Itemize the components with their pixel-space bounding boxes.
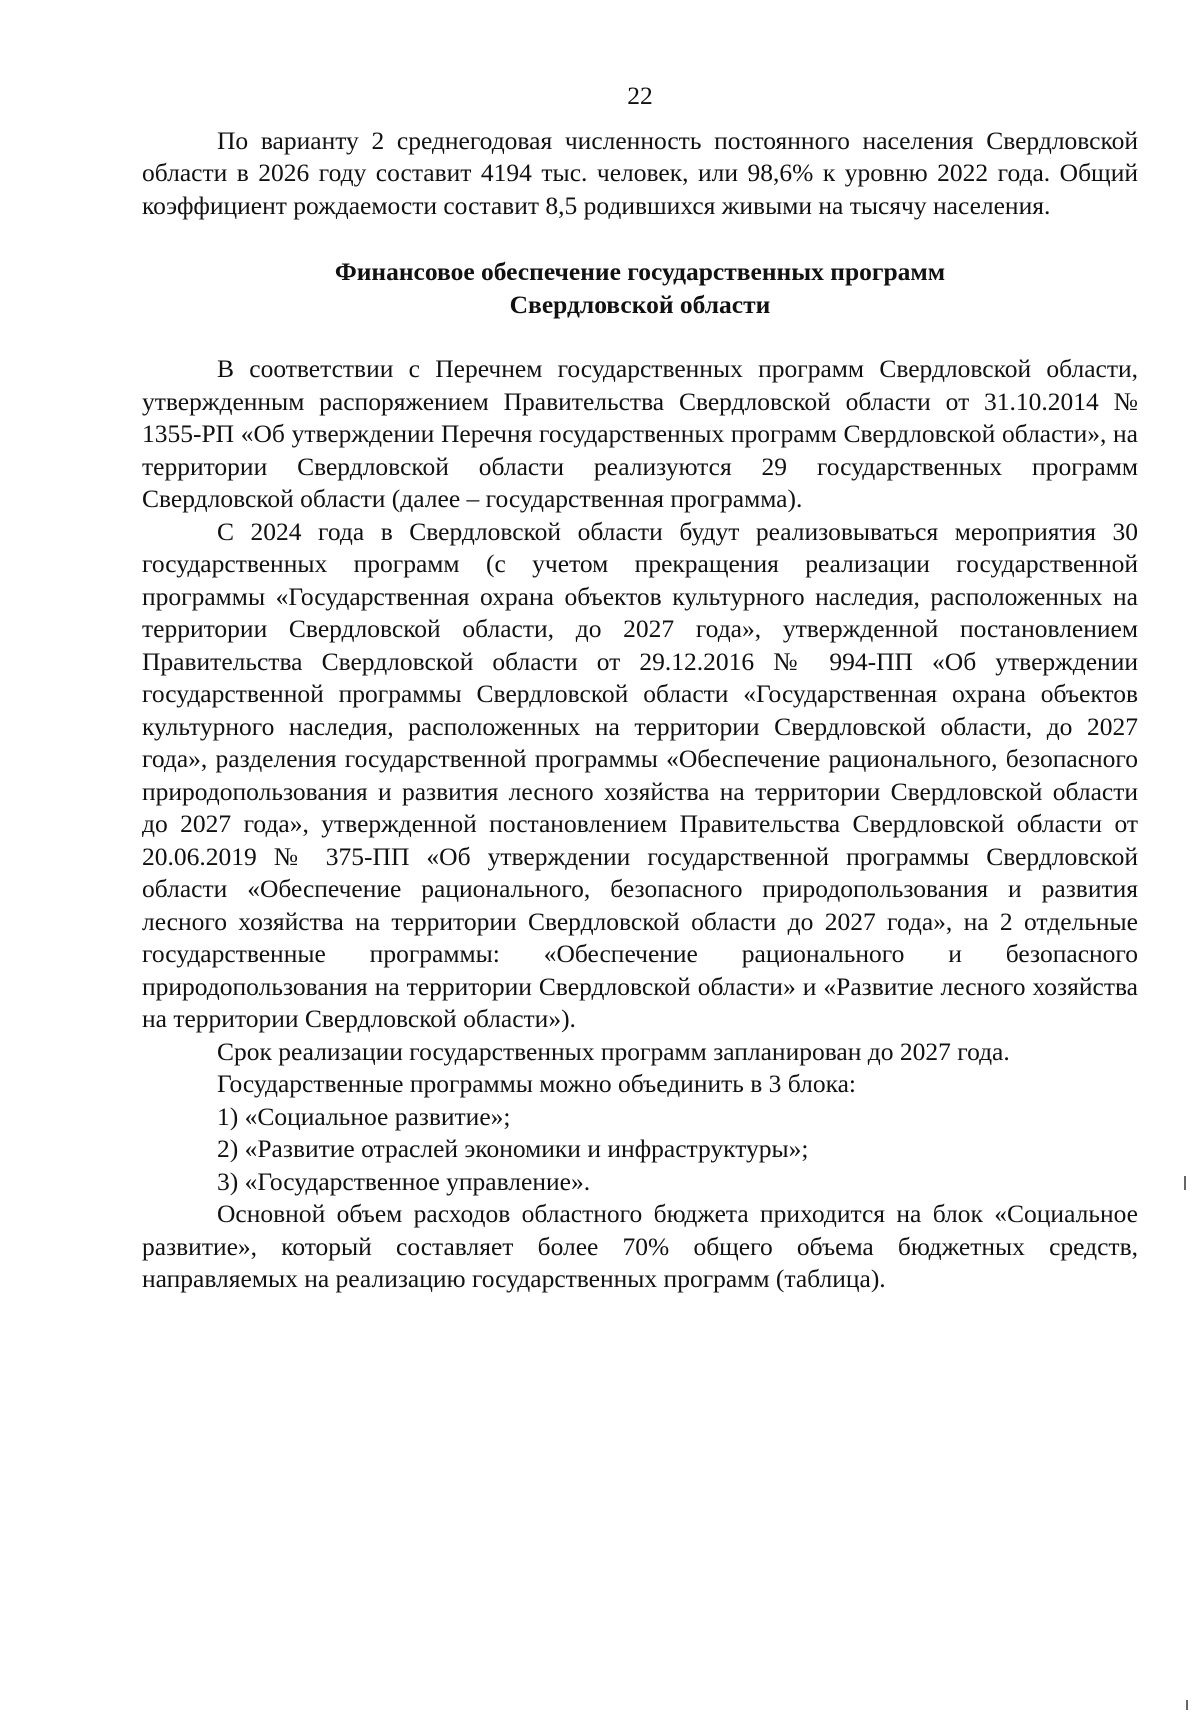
section-heading-line-1: Финансовое обеспечение государственных программ (334, 257, 946, 286)
paragraph-term: Срок реализации государственных программ запланирован до 2027 года. (217, 1036, 1010, 1066)
section-heading (142, 256, 1138, 321)
paragraph-population: По варианту 2 среднегодовая численность постоянного населения Свердловской области в 2026 году составит 4194 тыс. человек, или 98,6% к уровню 2022 года. Общий коэффициент рождаемости составит 8,5 родившихся живыми на тысячу населения. (142, 125, 1138, 220)
list-item-economy: 2) «Развитие отраслей экономики и инфраструктуры»; (217, 1134, 809, 1163)
document-page (142, 80, 1138, 1296)
page-number: 22 (627, 81, 653, 110)
paragraph-budget: Основной объем расходов областного бюджета приходится на блок «Социальное развитие», который составляет более 70% общего объема бюджетных средств, направляемых на реализацию государственных программ (таблица). (142, 1199, 1138, 1293)
list-item-governance: 3) «Государственное управление». (217, 1166, 591, 1196)
paragraph-blocks: Государственные программы можно объединить в 3 блока: (217, 1069, 857, 1098)
section-heading-line-2: Свердловской области (509, 289, 771, 319)
paragraph-program-list: В соответствии с Перечнем государственных программ Свердловской области, утвержденным распоряжением Правительства Свердловской области от 31.10.2014 № 1355-РП «Об утверждении Перечня государственных программ Свердловской области», на территории Свердловской области реализуются 29 государственных программ Свердловской области (далее – государственная программа). (142, 354, 1138, 513)
list-item-social: 1) «Социальное развитие»; (217, 1101, 511, 1131)
paragraph-2024-programs: С 2024 года в Свердловской области будут реализовываться мероприятия 30 государственных программ (с учетом прекращения реализации государственной программы «Государственная охрана объектов культурного наследия, расположенных на территории Свердловской области, до 2027 года», утвержденной постановлением Правительства Свердловской области от 29.12.2016 № 994-ПП «Об утверждении государственной программы Свердловской области «Государственная охрана объектов культурного наследия, расположенных на территории Свердловской области, до 2027 года», разделения государственной программы «Обеспечение рационального, безопасного природопользования и развития лесного хозяйства на территории Свердловской области до 2027 года», утвержденной постановлением Правительства Свердловской области от 20.06.2019 № 375-ПП «Об утверждении государственной программы Свердловской области «Обеспечение рационального, безопасного природопользования и развития лесного хозяйства на территории Свердловской области до 2027 года», на 2 отдельные государственные программы: «Обеспечение рационального и безопасного природопользования на территории Свердловской области» и «Развитие лесного хозяйства на территории Свердловской области»). (142, 516, 1138, 1033)
scan-artifact-mark (1186, 1700, 1188, 1710)
scan-artifact-mark (1184, 1176, 1186, 1190)
